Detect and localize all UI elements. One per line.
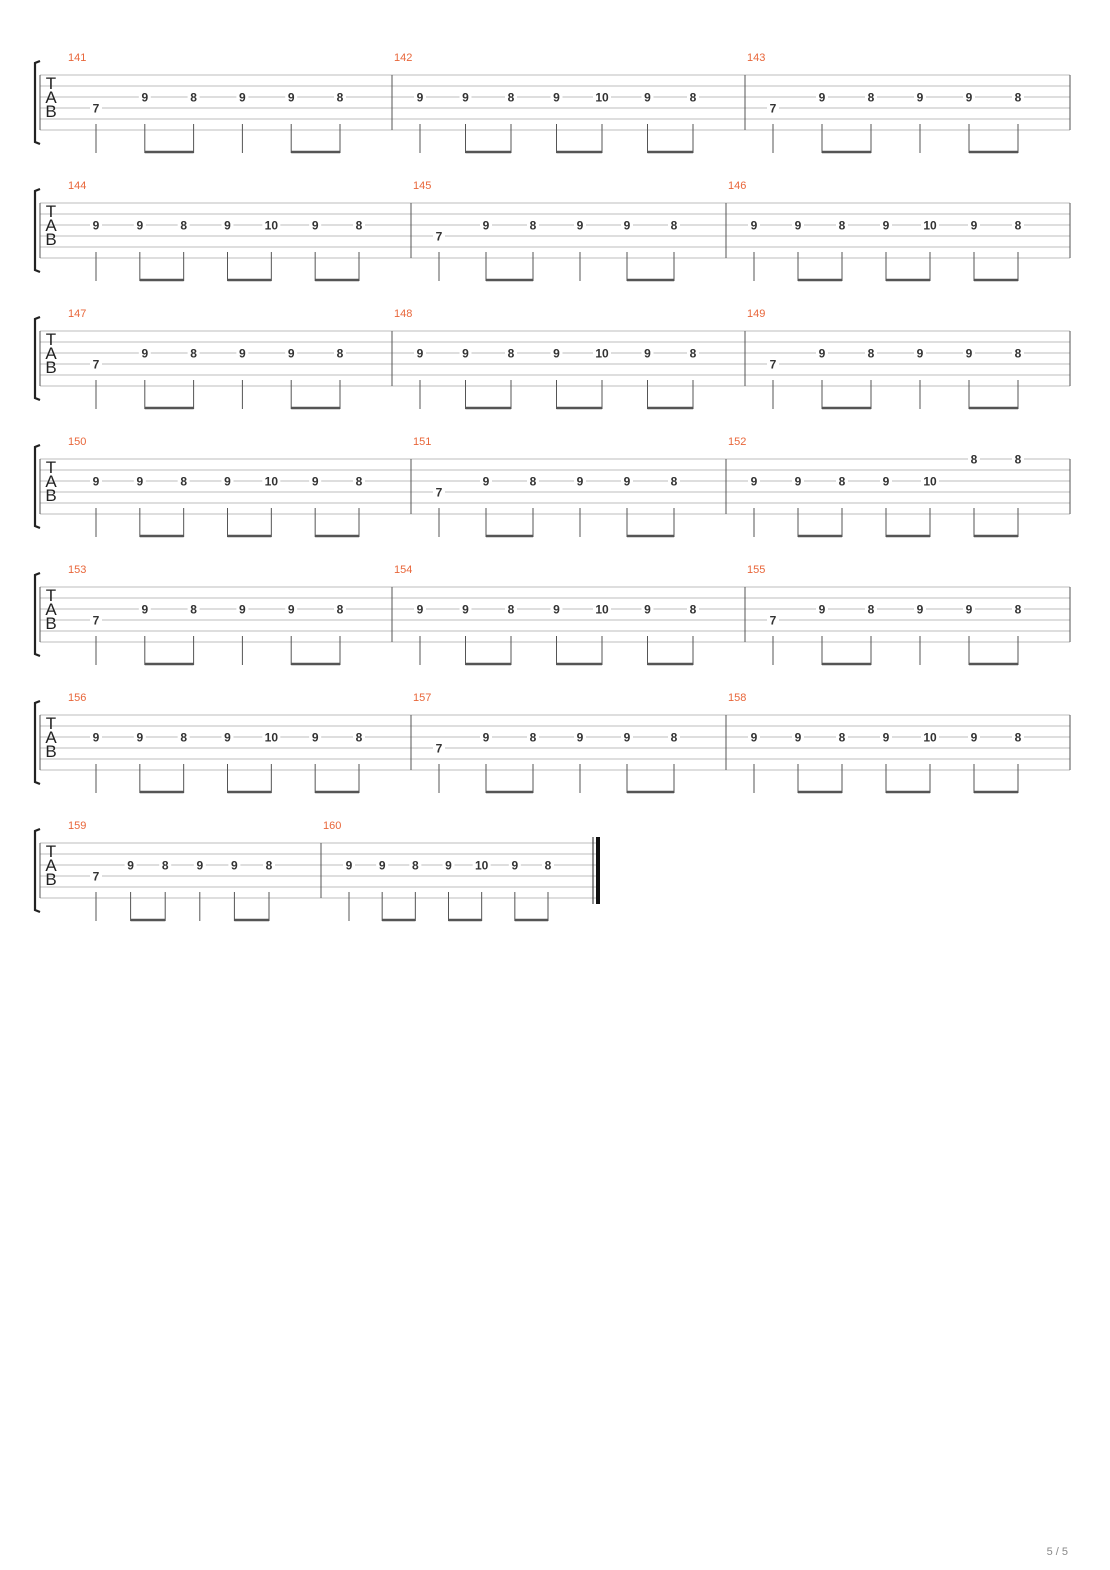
fret-number: 8	[529, 474, 537, 489]
fret-number: 8	[161, 858, 169, 873]
fret-number: 9	[231, 858, 238, 873]
fret-number: 9	[239, 602, 246, 617]
fret-number: 9	[794, 218, 802, 233]
fret-number: 7	[435, 741, 443, 756]
tab-clef-letter: B	[45, 742, 57, 761]
fret-number: 7	[769, 357, 777, 372]
tab-clef-letter: B	[45, 486, 57, 505]
fret-number: 9	[224, 730, 231, 745]
fret-number: 7	[769, 101, 777, 116]
fret-number: 8	[507, 90, 515, 105]
fret-number: 9	[127, 858, 134, 873]
fret-number: 9	[462, 346, 469, 361]
fret-number: 8	[507, 346, 515, 361]
measure-number: 160	[323, 820, 342, 832]
fret-number: 8	[670, 474, 678, 489]
measure-number: 151	[413, 436, 432, 448]
fret-number: 8	[180, 730, 188, 745]
fret-number: 8	[180, 218, 188, 233]
fret-number: 8	[838, 474, 846, 489]
fret-number: 9	[136, 474, 144, 489]
tab-clef-letter: T	[45, 714, 57, 733]
fret-number: 9	[794, 730, 802, 745]
fret-number: 8	[336, 90, 344, 105]
fret-number: 9	[882, 474, 890, 489]
measure-number: 146	[728, 180, 747, 192]
fret-number: 9	[136, 218, 144, 233]
fret-number: 10	[923, 218, 937, 233]
tab-clef-letter: A	[45, 88, 57, 107]
fret-number: 8	[689, 346, 697, 361]
tab-clef-letter: A	[45, 344, 57, 363]
fret-number: 8	[1014, 218, 1022, 233]
tab-clef-letter: T	[45, 74, 57, 93]
fret-number: 9	[445, 858, 452, 873]
fret-number: 9	[916, 602, 924, 617]
fret-number: 8	[689, 602, 697, 617]
fret-number: 9	[224, 474, 231, 489]
fret-number: 7	[92, 101, 100, 116]
fret-number: 9	[965, 602, 973, 617]
fret-number: 9	[92, 730, 100, 745]
fret-number: 10	[474, 858, 489, 873]
fret-number: 8	[689, 90, 697, 105]
fret-number: 9	[818, 602, 826, 617]
fret-number: 10	[923, 730, 937, 745]
fret-number: 8	[265, 858, 273, 873]
fret-number: 9	[553, 602, 560, 617]
fret-number: 9	[462, 90, 469, 105]
fret-number: 8	[1014, 346, 1022, 361]
system-bracket	[35, 61, 40, 144]
measure-number: 143	[747, 52, 766, 64]
fret-number: 8	[544, 858, 552, 873]
fret-number: 9	[750, 474, 758, 489]
fret-number: 8	[355, 474, 363, 489]
system-bracket	[35, 829, 40, 912]
fret-number: 8	[180, 474, 188, 489]
tab-clef-letter: T	[45, 458, 57, 477]
fret-number: 8	[190, 346, 197, 361]
fret-number: 9	[818, 346, 826, 361]
fret-number: 9	[287, 346, 295, 361]
tab-clef-letter: A	[45, 472, 57, 491]
fret-number: 10	[595, 346, 609, 361]
fret-number: 9	[462, 602, 469, 617]
system-bracket	[35, 573, 40, 656]
fret-number: 9	[287, 90, 295, 105]
fret-number: 9	[644, 602, 651, 617]
fret-number: 8	[411, 858, 419, 873]
measure-number: 142	[394, 52, 413, 64]
fret-number: 7	[435, 485, 443, 500]
tab-clef-letter: B	[45, 230, 57, 249]
measure-number: 152	[728, 436, 747, 448]
fret-number: 9	[818, 90, 826, 105]
tab-clef-letter: T	[45, 202, 57, 221]
fret-number: 9	[916, 90, 924, 105]
tab-clef-letter: T	[45, 330, 57, 349]
tab-clef-letter: B	[45, 870, 57, 889]
fret-number: 9	[416, 346, 424, 361]
measure-number: 158	[728, 692, 747, 704]
fret-number: 9	[794, 474, 802, 489]
measure-number: 145	[413, 180, 432, 192]
fret-number: 8	[529, 218, 537, 233]
fret-number: 9	[136, 730, 144, 745]
fret-number: 9	[882, 730, 890, 745]
measure-number: 148	[394, 308, 413, 320]
fret-number: 9	[916, 346, 924, 361]
fret-number: 7	[92, 869, 100, 884]
fret-number: 10	[264, 218, 279, 233]
fret-number: 8	[970, 452, 978, 467]
measure-number: 154	[394, 564, 413, 576]
fret-number: 9	[553, 346, 560, 361]
fret-number: 9	[141, 90, 149, 105]
tab-clef-letter: T	[45, 842, 57, 861]
fret-number: 9	[345, 858, 353, 873]
fret-number: 9	[623, 474, 631, 489]
fret-number: 9	[92, 218, 100, 233]
fret-number: 10	[264, 474, 279, 489]
fret-number: 9	[239, 346, 246, 361]
fret-number: 7	[92, 613, 100, 628]
system-bracket	[35, 189, 40, 272]
system-bracket	[35, 317, 40, 400]
tab-clef-letter: T	[45, 586, 57, 605]
measure-number: 157	[413, 692, 432, 704]
fret-number: 9	[92, 474, 100, 489]
measure-number: 150	[68, 436, 87, 448]
measure-number: 149	[747, 308, 766, 320]
fret-number: 8	[355, 218, 363, 233]
fret-number: 9	[965, 346, 973, 361]
fret-number: 8	[867, 90, 875, 105]
fret-number: 7	[92, 357, 100, 372]
fret-number: 8	[670, 218, 678, 233]
fret-number: 9	[644, 90, 651, 105]
fret-number: 9	[482, 730, 490, 745]
measure-number: 147	[68, 308, 87, 320]
fret-number: 9	[623, 730, 631, 745]
tab-clef-letter: A	[45, 856, 57, 875]
tab-clef-letter: B	[45, 358, 57, 377]
fret-number: 9	[416, 602, 424, 617]
fret-number: 9	[141, 346, 149, 361]
fret-number: 8	[355, 730, 363, 745]
fret-number: 9	[970, 218, 978, 233]
fret-number: 9	[511, 858, 519, 873]
fret-number: 10	[923, 474, 937, 489]
measure-number: 155	[747, 564, 766, 576]
fret-number: 8	[336, 346, 344, 361]
fret-number: 9	[553, 90, 560, 105]
fret-number: 8	[507, 602, 515, 617]
fret-number: 9	[576, 218, 584, 233]
fret-number: 9	[287, 602, 295, 617]
fret-number: 8	[190, 602, 197, 617]
fret-number: 8	[838, 218, 846, 233]
fret-number: 9	[141, 602, 149, 617]
fret-number: 8	[529, 730, 537, 745]
fret-number: 8	[867, 602, 875, 617]
fret-number: 9	[965, 90, 973, 105]
measure-number: 144	[68, 180, 87, 192]
fret-number: 8	[867, 346, 875, 361]
fret-number: 9	[239, 90, 246, 105]
fret-number: 7	[435, 229, 443, 244]
page-number: 5 / 5	[1046, 1546, 1068, 1558]
fret-number: 9	[311, 474, 319, 489]
tab-clef-letter: B	[45, 614, 57, 633]
fret-number: 9	[750, 730, 758, 745]
fret-number: 8	[336, 602, 344, 617]
measure-number: 156	[68, 692, 87, 704]
fret-number: 10	[595, 602, 609, 617]
tab-clef-letter: A	[45, 216, 57, 235]
fret-number: 8	[1014, 602, 1022, 617]
fret-number: 8	[1014, 90, 1022, 105]
fret-number: 9	[311, 218, 319, 233]
fret-number: 8	[670, 730, 678, 745]
fret-number: 8	[1014, 730, 1022, 745]
fret-number: 9	[750, 218, 758, 233]
fret-number: 9	[576, 474, 584, 489]
fret-number: 9	[970, 730, 978, 745]
system-bracket	[35, 701, 40, 784]
fret-number: 9	[882, 218, 890, 233]
tab-clef-letter: B	[45, 102, 57, 121]
fret-number: 9	[644, 346, 651, 361]
fret-number: 9	[224, 218, 231, 233]
fret-number: 9	[576, 730, 584, 745]
system-bracket	[35, 445, 40, 528]
fret-number: 10	[595, 90, 609, 105]
fret-number: 9	[482, 474, 490, 489]
fret-number: 8	[1014, 452, 1022, 467]
tab-clef-letter: A	[45, 728, 57, 747]
fret-number: 9	[623, 218, 631, 233]
measure-number: 159	[68, 820, 87, 832]
tab-clef-letter: A	[45, 600, 57, 619]
measure-number: 141	[68, 52, 87, 64]
fret-number: 9	[378, 858, 386, 873]
measure-number: 153	[68, 564, 87, 576]
fret-number: 7	[769, 613, 777, 628]
fret-number: 9	[482, 218, 490, 233]
fret-number: 10	[264, 730, 279, 745]
fret-number: 9	[416, 90, 424, 105]
fret-number: 8	[190, 90, 197, 105]
fret-number: 8	[838, 730, 846, 745]
fret-number: 9	[311, 730, 319, 745]
fret-number: 9	[196, 858, 204, 873]
